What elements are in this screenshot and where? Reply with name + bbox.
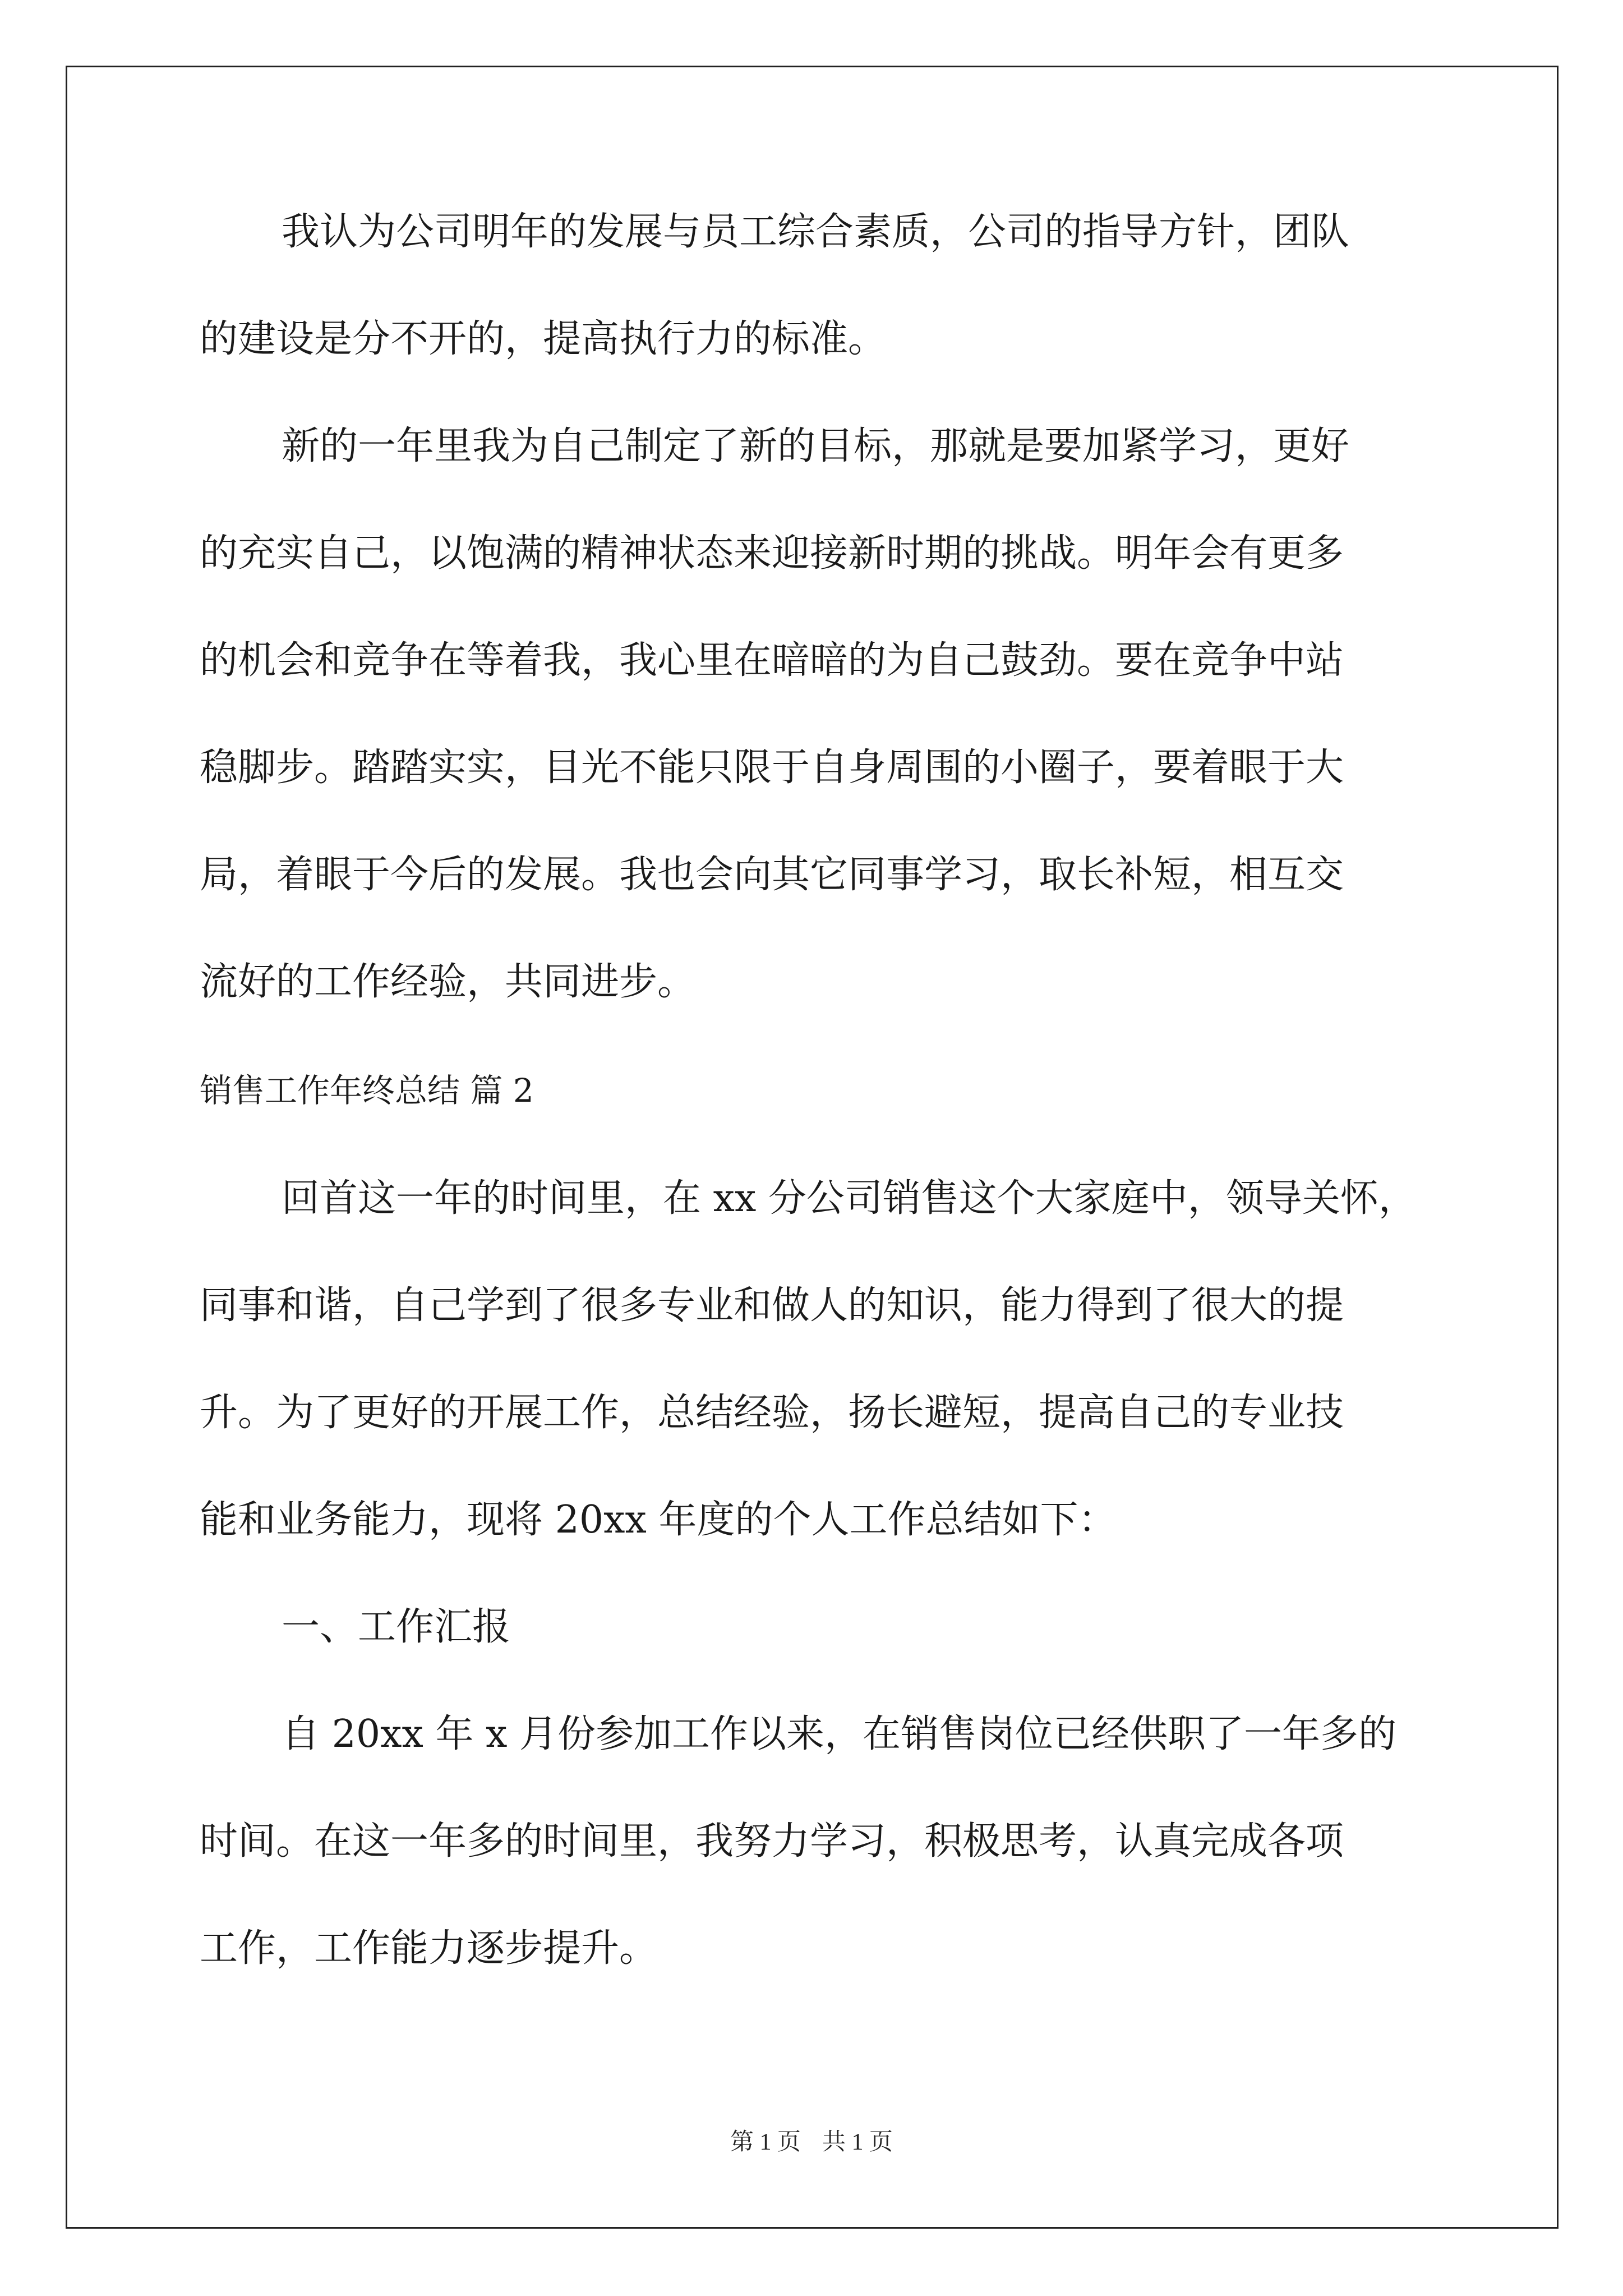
paragraph-1 bbox=[200, 210, 1428, 361]
paragraph-5 bbox=[200, 1712, 1428, 1971]
text-line: 局，着眼于今后的发展。我也会向其它同事学习，取长补短，相互交 bbox=[200, 853, 1344, 897]
document-body bbox=[200, 210, 1428, 1971]
text-line: 自 20xx 年 x 月份参加工作以来，在销售岗位已经供职了一年多的 bbox=[282, 1712, 1397, 1756]
text-line: 升。为了更好的开展工作，总结经验，扬长避短，提高自己的专业技 bbox=[200, 1391, 1344, 1435]
paragraph-2 bbox=[200, 424, 1428, 1004]
text-line: 时间。在这一年多的时间里，我努力学习，积极思考，认真完成各项 bbox=[200, 1819, 1344, 1864]
text-line: 的机会和竞争在等着我，我心里在暗暗的为自己鼓劲。要在竞争中站 bbox=[200, 638, 1344, 683]
page-number: 第 1 页 bbox=[730, 2129, 801, 2155]
text-line: 回首这一年的时间里，在 xx 分公司销售这个大家庭中，领导关怀， bbox=[282, 1176, 1417, 1221]
text-line: 能和业务能力，现将 20xx 年度的个人工作总结如下： bbox=[200, 1498, 1117, 1542]
paragraph-4 bbox=[200, 1605, 1428, 1649]
text-line: 的建设是分不开的，提高执行力的标准。 bbox=[200, 317, 887, 361]
text-line: 流好的工作经验，共同进步。 bbox=[200, 960, 696, 1004]
text-line: 工作，工作能力逐步提升。 bbox=[200, 1926, 658, 1971]
page-footer bbox=[0, 2131, 1623, 2154]
subheading-line: 一、工作汇报 bbox=[282, 1605, 511, 1649]
text-line: 同事和谐，自己学到了很多专业和做人的知识，能力得到了很大的提 bbox=[200, 1283, 1344, 1328]
paragraph-3 bbox=[200, 1176, 1428, 1542]
text-line: 的充实自己，以饱满的精神状态来迎接新时期的挑战。明年会有更多 bbox=[200, 531, 1344, 576]
text-line: 新的一年里我为自己制定了新的目标，那就是要加紧学习，更好 bbox=[282, 424, 1350, 468]
text-line: 我认为公司明年的发展与员工综合素质，公司的指导方针，团队 bbox=[282, 210, 1350, 254]
page-total: 共 1 页 bbox=[822, 2129, 893, 2155]
text-line: 稳脚步。踏踏实实，目光不能只限于自身周围的小圈子，要着眼于大 bbox=[200, 746, 1344, 790]
section-heading: 销售工作年终总结 篇 2 bbox=[200, 1071, 534, 1110]
